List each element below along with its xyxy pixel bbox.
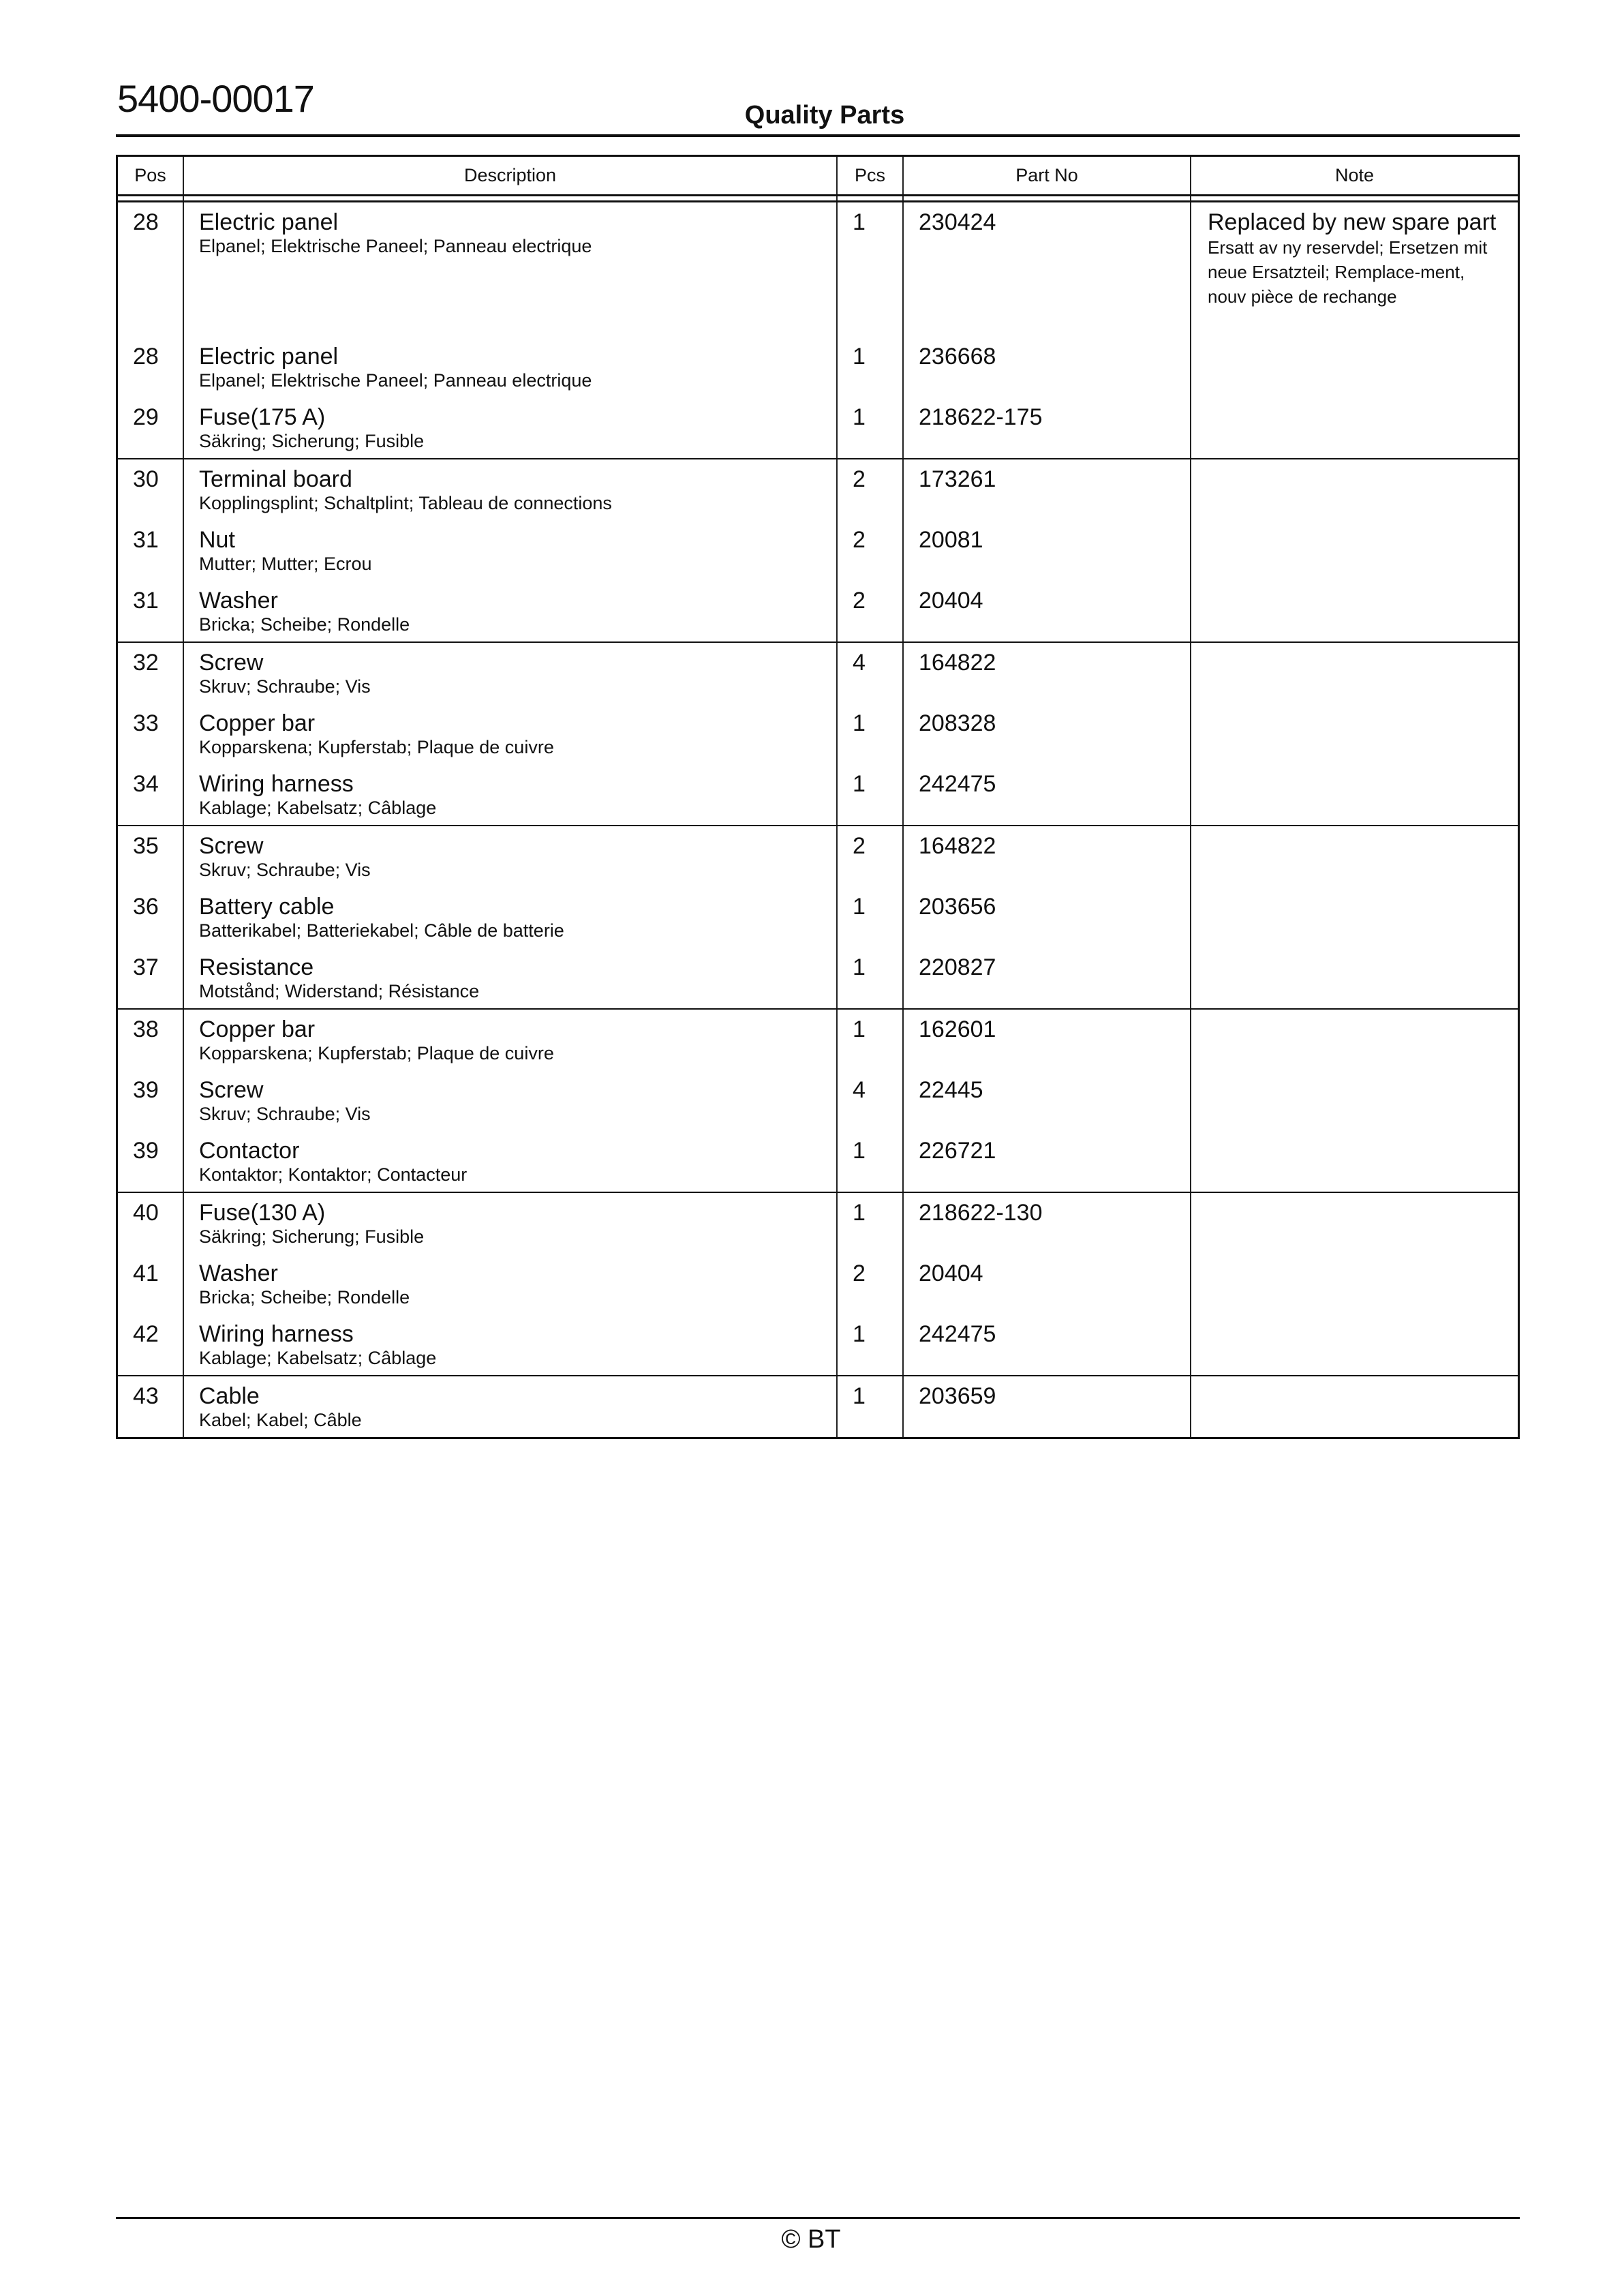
pos-number: 43 xyxy=(133,1383,159,1409)
table-row-description xyxy=(184,202,836,337)
table-row-pcs xyxy=(838,1376,902,1437)
part-name: Terminal board xyxy=(199,466,352,492)
part-number: 242475 xyxy=(919,771,996,797)
quantity: 1 xyxy=(853,1016,866,1042)
part-no-column xyxy=(904,1376,1191,1437)
pcs-column xyxy=(838,643,904,825)
note-column xyxy=(1191,202,1518,458)
quantity: 2 xyxy=(853,1260,866,1286)
description-column xyxy=(184,459,838,641)
table-row-pos xyxy=(118,581,183,641)
table-row-pos xyxy=(118,1010,183,1070)
table-row-part-no xyxy=(904,643,1190,704)
quantity: 1 xyxy=(853,404,866,430)
table-row-description xyxy=(184,826,836,887)
table-row-pos xyxy=(118,643,183,704)
part-translations: Skruv; Schraube; Vis xyxy=(199,676,371,697)
part-no-column xyxy=(904,826,1191,1008)
part-number: 208328 xyxy=(919,710,996,736)
part-name: Fuse(130 A) xyxy=(199,1200,326,1226)
pos-number: 34 xyxy=(133,771,159,797)
table-row-description xyxy=(184,643,836,704)
part-number: 218622-130 xyxy=(919,1200,1043,1226)
pos-number: 33 xyxy=(133,710,159,736)
part-number: 20404 xyxy=(919,1260,983,1286)
table-row-pcs xyxy=(838,1010,902,1070)
pos-column xyxy=(118,459,184,641)
table-row-pos xyxy=(118,1131,183,1192)
note-column xyxy=(1191,1376,1518,1437)
part-translations: Kabel; Kabel; Câble xyxy=(199,1410,362,1430)
table-row-description xyxy=(184,581,836,641)
part-name: Copper bar xyxy=(199,1016,316,1042)
part-translations: Kablage; Kabelsatz; Câblage xyxy=(199,1348,437,1368)
pos-number: 28 xyxy=(133,344,159,369)
quantity: 1 xyxy=(853,1200,866,1226)
table-row-note xyxy=(1191,948,1518,1008)
part-name: Fuse(175 A) xyxy=(199,404,326,430)
quantity: 1 xyxy=(853,1321,866,1347)
table-row-pcs xyxy=(838,1070,902,1131)
part-translations: Kopparskena; Kupferstab; Plaque de cuivre xyxy=(199,1043,554,1063)
part-translations: Mutter; Mutter; Ecrou xyxy=(199,554,372,574)
part-translations: Kontaktor; Kontaktor; Contacteur xyxy=(199,1164,468,1185)
quantity: 1 xyxy=(853,1383,866,1409)
table-row-pos xyxy=(118,202,183,337)
table-row-description xyxy=(184,1010,836,1070)
table-row-pcs xyxy=(838,826,902,887)
table-row-pos xyxy=(118,397,183,458)
note-column xyxy=(1191,1193,1518,1375)
table-row-pos xyxy=(118,337,183,397)
table-row-pos xyxy=(118,704,183,764)
part-no-column xyxy=(904,643,1191,825)
part-name: Screw xyxy=(199,833,264,859)
part-number: 173261 xyxy=(919,466,996,492)
table-row-part-no xyxy=(904,202,1190,337)
table-row-group xyxy=(118,641,1518,825)
part-name: Wiring harness xyxy=(199,771,354,797)
pcs-column xyxy=(838,1193,904,1375)
part-translations: Kopparskena; Kupferstab; Plaque de cuivre xyxy=(199,737,554,757)
pos-number: 42 xyxy=(133,1321,159,1347)
note-column xyxy=(1191,643,1518,825)
part-name: Electric panel xyxy=(199,209,339,235)
part-translations: Säkring; Sicherung; Fusible xyxy=(199,431,425,451)
footer-divider xyxy=(116,2217,1520,2219)
part-name: Washer xyxy=(199,1260,278,1286)
table-row-pos xyxy=(118,1254,183,1314)
table-row-note xyxy=(1191,1254,1518,1314)
table-row-note xyxy=(1191,764,1518,825)
document-number: 5400-00017 xyxy=(117,77,314,120)
table-row-description xyxy=(184,1131,836,1192)
copyright: © BT xyxy=(781,2225,841,2254)
part-no-column xyxy=(904,202,1191,458)
quantity: 1 xyxy=(853,710,866,736)
quantity: 1 xyxy=(853,954,866,980)
part-name: Wiring harness xyxy=(199,1321,354,1347)
part-name: Screw xyxy=(199,1077,264,1103)
table-row-description xyxy=(184,1193,836,1254)
part-name: Electric panel xyxy=(199,344,339,369)
part-no-column xyxy=(904,1010,1191,1192)
table-row-pcs xyxy=(838,887,902,948)
table-row-pos xyxy=(118,1314,183,1375)
table-row-group xyxy=(118,458,1518,641)
part-translations: Batterikabel; Batteriekabel; Câble de batterie xyxy=(199,920,564,941)
description-column xyxy=(184,1376,838,1437)
table-row-group xyxy=(118,1375,1518,1437)
pos-number: 28 xyxy=(133,209,159,235)
note-column xyxy=(1191,1010,1518,1192)
quantity: 1 xyxy=(853,894,866,920)
table-row-pcs xyxy=(838,1254,902,1314)
pos-number: 41 xyxy=(133,1260,159,1286)
note-column xyxy=(1191,826,1518,1008)
table-row-part-no xyxy=(904,1193,1190,1254)
table-row-part-no xyxy=(904,581,1190,641)
table-row-part-no xyxy=(904,764,1190,825)
table-header xyxy=(118,157,1518,196)
table-row-pos xyxy=(118,1193,183,1254)
part-number: 162601 xyxy=(919,1016,996,1042)
table-row-pos xyxy=(118,520,183,581)
part-number: 218622-175 xyxy=(919,404,1043,430)
table-row-group xyxy=(118,825,1518,1008)
quantity: 2 xyxy=(853,527,866,553)
table-row-part-no xyxy=(904,1314,1190,1375)
part-name: Contactor xyxy=(199,1138,300,1164)
table-row-pos xyxy=(118,887,183,948)
part-name: Battery cable xyxy=(199,894,335,920)
table-row-note xyxy=(1191,1010,1518,1070)
column-header-note: Note xyxy=(1334,165,1375,185)
table-row-pos xyxy=(118,764,183,825)
part-number: 203659 xyxy=(919,1383,996,1409)
pos-column xyxy=(118,1010,184,1192)
part-number: 22445 xyxy=(919,1077,983,1103)
table-row-part-no xyxy=(904,1376,1190,1437)
part-translations: Skruv; Schraube; Vis xyxy=(199,1104,371,1124)
table-row-pcs xyxy=(838,1314,902,1375)
pos-column xyxy=(118,202,184,458)
part-translations: Skruv; Schraube; Vis xyxy=(199,860,371,880)
part-translations: Elpanel; Elektrische Paneel; Panneau electrique xyxy=(199,370,592,391)
table-row-part-no xyxy=(904,826,1190,887)
column-header-part-no: Part No xyxy=(904,157,1191,194)
note-column xyxy=(1191,459,1518,641)
table-row-note xyxy=(1191,337,1518,397)
table-row-part-no xyxy=(904,1254,1190,1314)
part-name: Screw xyxy=(199,650,264,676)
table-row-pcs xyxy=(838,202,902,337)
table-row-note xyxy=(1191,1193,1518,1254)
part-translations: Kablage; Kabelsatz; Câblage xyxy=(199,798,437,818)
pos-column xyxy=(118,643,184,825)
table-row-description xyxy=(184,887,836,948)
quantity: 2 xyxy=(853,466,866,492)
part-number: 226721 xyxy=(919,1138,996,1164)
parts-table xyxy=(116,155,1520,1439)
part-translations: Motstånd; Widerstand; Résistance xyxy=(199,981,480,1001)
pos-number: 30 xyxy=(133,466,159,492)
column-header-pcs: Pcs xyxy=(838,157,904,194)
pos-number: 29 xyxy=(133,404,159,430)
table-row-group xyxy=(118,1192,1518,1375)
table-row-note xyxy=(1191,1131,1518,1192)
table-row-description xyxy=(184,1254,836,1314)
part-translations: Kopplingsplint; Schaltplint; Tableau de connections xyxy=(199,493,612,513)
table-row-part-no xyxy=(904,520,1190,581)
table-row-description xyxy=(184,1314,836,1375)
table-row-group xyxy=(118,1008,1518,1192)
table-row-pcs xyxy=(838,1131,902,1192)
pos-number: 31 xyxy=(133,588,159,614)
table-row-description xyxy=(184,764,836,825)
part-number: 236668 xyxy=(919,344,996,369)
table-row-pcs xyxy=(838,643,902,704)
table-row-note xyxy=(1191,397,1518,458)
table-row-note xyxy=(1191,1314,1518,1375)
part-translations: Säkring; Sicherung; Fusible xyxy=(199,1226,425,1247)
quantity: 1 xyxy=(853,1138,866,1164)
part-number: 164822 xyxy=(919,833,996,859)
column-header-pos: Pos xyxy=(118,157,184,194)
part-no-column xyxy=(904,459,1191,641)
table-row-note xyxy=(1191,202,1518,337)
table-row-part-no xyxy=(904,704,1190,764)
header-double-rule xyxy=(118,196,1518,202)
pcs-column xyxy=(838,1010,904,1192)
quantity: 4 xyxy=(853,650,866,676)
table-row-description xyxy=(184,397,836,458)
pos-column xyxy=(118,1193,184,1375)
header-divider xyxy=(116,134,1520,137)
pos-number: 39 xyxy=(133,1077,159,1103)
part-name: Copper bar xyxy=(199,710,316,736)
pos-number: 37 xyxy=(133,954,159,980)
page-title: Quality Parts xyxy=(744,101,905,130)
description-column xyxy=(184,202,838,458)
part-name: Washer xyxy=(199,588,278,614)
description-column xyxy=(184,643,838,825)
table-row-part-no xyxy=(904,337,1190,397)
table-row-description xyxy=(184,1070,836,1131)
table-row-part-no xyxy=(904,948,1190,1008)
quantity: 2 xyxy=(853,833,866,859)
table-row-pcs xyxy=(838,520,902,581)
table-row-group xyxy=(118,202,1518,458)
table-row-description xyxy=(184,520,836,581)
note-translations: Ersatt av ny reservdel; Ersetzen mit neue Ersatzteil; Remplace-ment, nouv pièce de rechange xyxy=(1208,237,1488,307)
table-row-note xyxy=(1191,704,1518,764)
table-row-pcs xyxy=(838,581,902,641)
description-column xyxy=(184,1010,838,1192)
part-translations: Elpanel; Elektrische Paneel; Panneau electrique xyxy=(199,236,592,256)
part-translations: Bricka; Scheibe; Rondelle xyxy=(199,614,410,635)
table-row-description xyxy=(184,948,836,1008)
quantity: 4 xyxy=(853,1077,866,1103)
table-row-pos xyxy=(118,1070,183,1131)
table-row-pcs xyxy=(838,948,902,1008)
description-column xyxy=(184,826,838,1008)
table-row-description xyxy=(184,459,836,520)
pcs-column xyxy=(838,459,904,641)
pos-number: 40 xyxy=(133,1200,159,1226)
pos-number: 32 xyxy=(133,650,159,676)
table-row-part-no xyxy=(904,887,1190,948)
table-row-note xyxy=(1191,826,1518,887)
part-number: 20404 xyxy=(919,588,983,614)
table-row-description xyxy=(184,1376,836,1437)
table-row-pcs xyxy=(838,1193,902,1254)
table-row-description xyxy=(184,337,836,397)
part-translations: Bricka; Scheibe; Rondelle xyxy=(199,1287,410,1308)
table-row-note xyxy=(1191,643,1518,704)
column-header-description: Description xyxy=(184,157,838,194)
pos-number: 31 xyxy=(133,527,159,553)
table-body xyxy=(118,202,1518,1437)
quantity: 2 xyxy=(853,588,866,614)
part-number: 242475 xyxy=(919,1321,996,1347)
part-number: 20081 xyxy=(919,527,983,553)
description-column xyxy=(184,1193,838,1375)
table-row-note xyxy=(1191,887,1518,948)
table-row-pcs xyxy=(838,397,902,458)
pos-column xyxy=(118,826,184,1008)
pos-number: 35 xyxy=(133,833,159,859)
part-no-column xyxy=(904,1193,1191,1375)
pos-column xyxy=(118,1376,184,1437)
table-row-part-no xyxy=(904,1010,1190,1070)
table-row-note xyxy=(1191,459,1518,520)
table-row-pcs xyxy=(838,704,902,764)
pcs-column xyxy=(838,202,904,458)
pos-number: 39 xyxy=(133,1138,159,1164)
note-text: Replaced by new spare part xyxy=(1208,209,1497,235)
table-row-pcs xyxy=(838,337,902,397)
pos-number: 38 xyxy=(133,1016,159,1042)
part-name: Nut xyxy=(199,527,235,553)
part-number: 230424 xyxy=(919,209,996,235)
table-row-note xyxy=(1191,581,1518,641)
table-row-part-no xyxy=(904,459,1190,520)
table-row-pos xyxy=(118,1376,183,1437)
quantity: 1 xyxy=(853,344,866,369)
table-row-pcs xyxy=(838,459,902,520)
part-name: Cable xyxy=(199,1383,260,1409)
part-number: 220827 xyxy=(919,954,996,980)
table-row-pcs xyxy=(838,764,902,825)
pcs-column xyxy=(838,1376,904,1437)
table-row-note xyxy=(1191,520,1518,581)
part-number: 203656 xyxy=(919,894,996,920)
table-row-part-no xyxy=(904,1131,1190,1192)
pos-number: 36 xyxy=(133,894,159,920)
table-row-pos xyxy=(118,826,183,887)
table-row-pos xyxy=(118,948,183,1008)
quantity: 1 xyxy=(853,771,866,797)
table-row-part-no xyxy=(904,1070,1190,1131)
part-number: 164822 xyxy=(919,650,996,676)
table-row-part-no xyxy=(904,397,1190,458)
table-row-note xyxy=(1191,1376,1518,1437)
pcs-column xyxy=(838,826,904,1008)
table-row-pos xyxy=(118,459,183,520)
table-row-note xyxy=(1191,1070,1518,1131)
table-row-description xyxy=(184,704,836,764)
quantity: 1 xyxy=(853,209,866,235)
part-name: Resistance xyxy=(199,954,314,980)
